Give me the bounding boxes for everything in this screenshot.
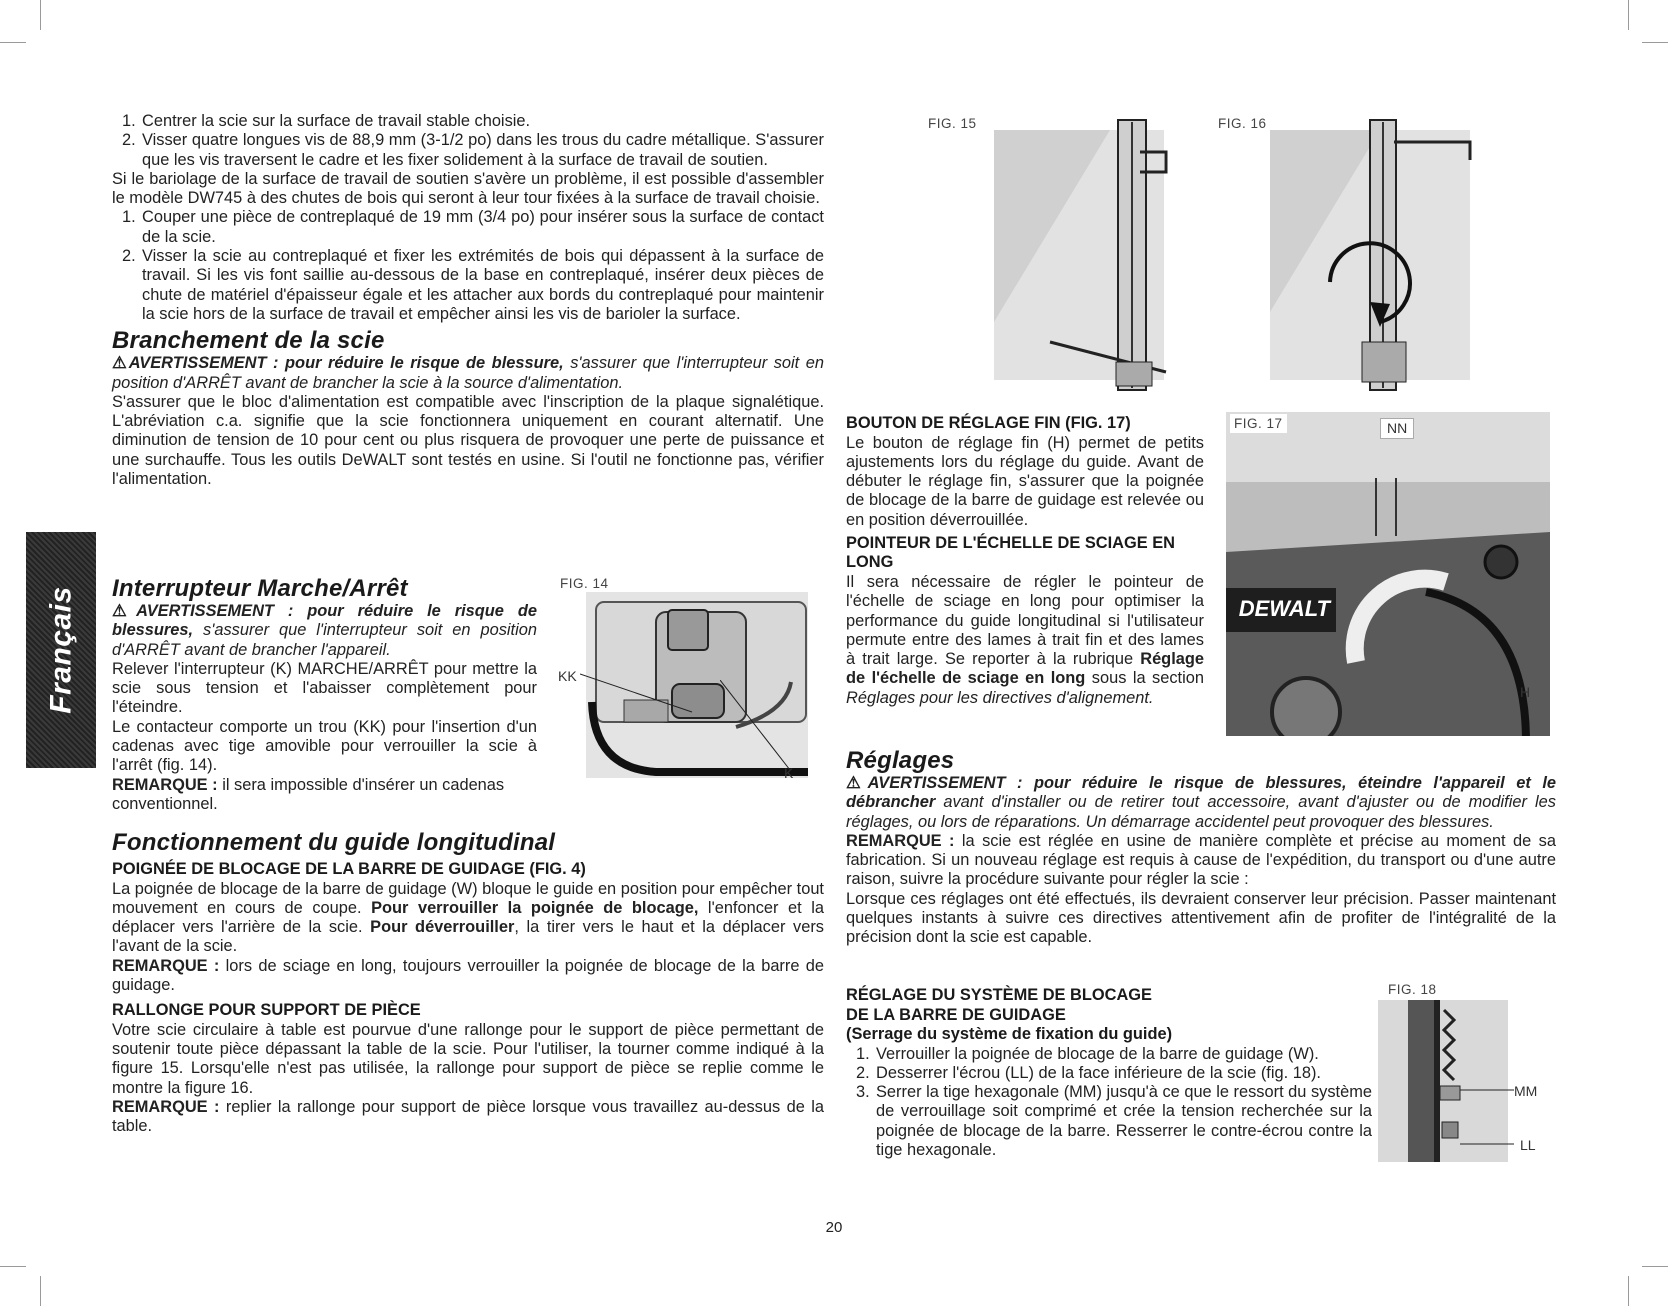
list-item: 1. Couper une pièce de contreplaqué de 19 mm (3/4 po) pour insérer sous la surface de contact de la scie. [122, 208, 824, 246]
fig17-drawing [1226, 412, 1550, 736]
subheading-systeme-1: RÉGLAGE DU SYSTÈME DE BLOCAGE [846, 986, 1152, 1004]
left-column [112, 112, 824, 489]
fig17-label: FIG. 17 [1230, 414, 1287, 433]
bouton-paragraph: Le bouton de réglage fin (H) permet de petits ajustements lors du réglage du guide. Avant de débuter le réglage fin, s'assurer que la poignée de blocage de la barre de guidage est relevée ou en position déverrouillée. [846, 433, 1204, 529]
bouton-pointeur-section [846, 414, 1204, 708]
fig14-label: FIG. 14 [560, 576, 609, 591]
list-item: 3. Serrer la tige hexagonale (MM) jusqu'à ce que le ressort du système de verrouillage soit comprimé et crée la tension recherchée sur la poignée de blocage de la barre. Resserrer le contre-écrou contre la tige hexagonale. [856, 1083, 1372, 1159]
crop-mark-bottom-right-v [1628, 1276, 1629, 1306]
fig16-illustration [1270, 112, 1478, 394]
warning-branchement: ⚠AVERTISSEMENT : pour réduire le risque de blessure, s'assurer que l'interrupteur soit en position d'ARRÊT avant de brancher la scie à la source d'alimentation. [112, 354, 825, 392]
fig18-label: FIG. 18 [1388, 982, 1437, 997]
callout-kk: KK [558, 668, 577, 684]
list-item: 2. Visser quatre longues vis de 88,9 mm (3-1/2 po) dans les trous du cadre métallique. S'assurer que les vis traversent le cadre et les fixer solidement à la surface de travail de soutien. [122, 131, 824, 169]
callout-h: H [1520, 684, 1531, 700]
subheading-rallonge: RALLONGE POUR SUPPORT DE PIÈCE [112, 1001, 421, 1020]
intro-steps [112, 112, 824, 170]
reglages-note: REMARQUE : la scie est réglée en usine de manière complète et précise au moment de sa fabrication. Si un nouveau réglage est requis à cause de l'expédition, du transport ou d'une autre raison, suivre la procédure suivante pour régler la scie : [846, 831, 1556, 889]
heading-guide: Fonctionnement du guide longitudinal [112, 829, 556, 856]
callout-k: K [784, 765, 794, 781]
warning-icon: ⚠ [846, 774, 868, 792]
subheading-bouton: BOUTON DE RÉGLAGE FIN (FIG. 17) [846, 414, 1131, 432]
warning-reglages: ⚠AVERTISSEMENT : pour réduire le risque de blessures, éteindre l'appareil et le débrancher avant d'installer ou de retirer tout accessoire, avant d'ajuster ou de modifier les réglages, ou lors de réparations. Un démarrage accidentel peut provoquer des blessures. [846, 774, 1556, 831]
interrupteur-note: REMARQUE : il sera impossible d'insérer un cadenas conventionnel. [112, 775, 505, 813]
heading-branchement: Branchement de la scie [112, 327, 385, 355]
reglages-paragraph: Lorsque ces réglages ont été effectués, ils devraient conserver leur précision. Passer maintenant quelques instants à suivre ces directives attentivement afin de profiter de l'intégralité de la précision dont la scie est capable. [846, 889, 1556, 947]
subheading-systeme-2: DE LA BARRE DE GUIDAGE [846, 1005, 1066, 1024]
heading-interrupteur: Interrupteur Marche/Arrêt [112, 575, 408, 602]
crop-mark-top-right-h [1642, 42, 1668, 43]
list-item: 2. Visser la scie au contreplaqué et fixer les extrémités de bois qui dépassent à la surface de travail. Si les vis font saillie au-dessous de la base en contreplaqué, insérer deux pièces de chute de matériel d'épaisseur égale et les attacher aux bords du contreplaqué pour maintenir la scie hors de la surface de travail et empêcher ainsi les vis de barioler la surface. [122, 247, 824, 323]
subheading-systeme-sub: (Serrage du système de fixation du guide) [846, 1025, 1173, 1043]
callout-nn: NN [1380, 418, 1414, 439]
guide-section [112, 830, 824, 1137]
fig15-drawing [990, 112, 1170, 394]
systeme-steps [846, 1045, 1372, 1161]
crop-mark-top-right-v [1628, 0, 1629, 30]
crop-mark-top-left-v [40, 0, 41, 30]
warning-icon: ⚠ [112, 354, 129, 373]
interrupteur-paragraph-2: Le contacteur comporte un trou (KK) pour l'insertion d'un cadenas avec tige amovible pour verrouiller la scie à l'arrêt (fig. 14). [112, 717, 537, 775]
warning-icon: ⚠ [112, 602, 137, 620]
crop-mark-bottom-left-v [40, 1276, 41, 1306]
callout-k-leader [720, 680, 800, 780]
fig17-brand: DEWALT [1238, 596, 1330, 621]
language-tab [26, 532, 96, 768]
callout-mm: MM [1514, 1083, 1538, 1099]
crop-mark-top-left-h [0, 42, 26, 43]
callout-ll: LL [1520, 1137, 1536, 1153]
list-item: 1. Centrer la scie sur la surface de travail stable choisie. [122, 112, 531, 130]
guide-note-1: REMARQUE : lors de sciage en long, toujours verrouiller la poignée de blocage de la barre de guidage. [112, 956, 824, 994]
fig15-label: FIG. 15 [928, 116, 977, 131]
interrupteur-paragraph-1: Relever l'interrupteur (K) MARCHE/ARRÊT pour mettre la scie sous tension et l'abaisser complètement pour l'éteindre. [112, 659, 537, 717]
pointeur-paragraph: Il sera nécessaire de régler le pointeur de l'échelle de sciage en long pour optimiser la performance du guide longitudinal si l'utilisateur permute entre des lames à trait fin et des lames à trait large. Se reporter à la rubrique Réglage de l'échelle de sciage en long sous la section Réglages pour les directives d'alignement. [846, 572, 1204, 707]
fig17-illustration [1226, 412, 1550, 736]
page-number: 20 [825, 1219, 843, 1236]
crop-mark-bottom-left-h [0, 1266, 26, 1267]
list-item: 1. Verrouiller la poignée de blocage de la barre de guidage (W). [856, 1044, 1319, 1063]
fig16-drawing [1270, 112, 1478, 394]
list-item: 2. Desserrer l'écrou (LL) de la face inférieure de la scie (fig. 18). [856, 1063, 1321, 1082]
heading-reglages: Réglages [846, 747, 955, 774]
subheading-poignee: POIGNÉE DE BLOCAGE DE LA BARRE DE GUIDAGE (FIG. 4) [112, 860, 586, 878]
callout-kk-leader [580, 660, 700, 720]
crop-mark-bottom-right-h [1642, 1266, 1668, 1267]
fig15-illustration [990, 112, 1170, 394]
guide-paragraph-1: La poignée de blocage de la barre de guidage (W) bloque le guide en position pour empêcher tout mouvement en cours de coupe. Pour verrouiller la poignée de blocage, l'enfoncer et la déplacer vers l'arrière de la scie. Pour déverrouiller, la tirer vers le haut et la déplacer vers l'avant de la scie. [112, 879, 824, 956]
subheading-pointeur: POINTEUR DE L'ÉCHELLE DE SCIAGE EN LONG [846, 533, 1176, 572]
warning-interrupteur: ⚠AVERTISSEMENT : pour réduire le risque de blessures, s'assurer que l'interrupteur soit en position d'ARRÊT avant de brancher l'appareil. [112, 602, 537, 659]
guide-paragraph-2: Votre scie circulaire à table est pourvue d'une rallonge pour le support de pièce permettant de soutenir toute pièce dépassant la table de la scie. Pour l'utiliser, la tourner comme indiqué à la figure 15. Lorsqu'elle n'est pas utilisée, la rallonge pour support de pièce se replie comme le montre la figure 16. [112, 1020, 824, 1097]
interrupteur-section [112, 576, 537, 814]
guide-note-2: REMARQUE : replier la rallonge pour support de pièce lorsque vous travaillez au-dessus de la table. [112, 1097, 824, 1136]
intro-steps-2 [112, 208, 824, 324]
fig16-label: FIG. 16 [1218, 116, 1267, 131]
branchement-paragraph: S'assurer que le bloc d'alimentation est compatible avec l'inscription de la plaque signalétique. L'abréviation c.a. signifie que la scie fonctionnera uniquement en courant alternatif. Une diminution de tension de 10 pour cent ou plus risquera de provoquer une perte de puissance et une surchauffe. Tous les outils DeWALT sont testés en usine. Si l'outil ne fonctionne pas, vérifier l'alimentation. [112, 392, 824, 489]
intro-paragraph: Si le bariolage de la surface de travail de soutien s'avère un problème, il est possible d'assembler le modèle DW745 à des chutes de bois qui seront à leur tour fixées à la surface de travail choisie. [112, 169, 824, 208]
reglages-section [846, 748, 1556, 948]
systeme-section [846, 986, 1372, 1160]
language-tab-label: Français [44, 586, 78, 714]
